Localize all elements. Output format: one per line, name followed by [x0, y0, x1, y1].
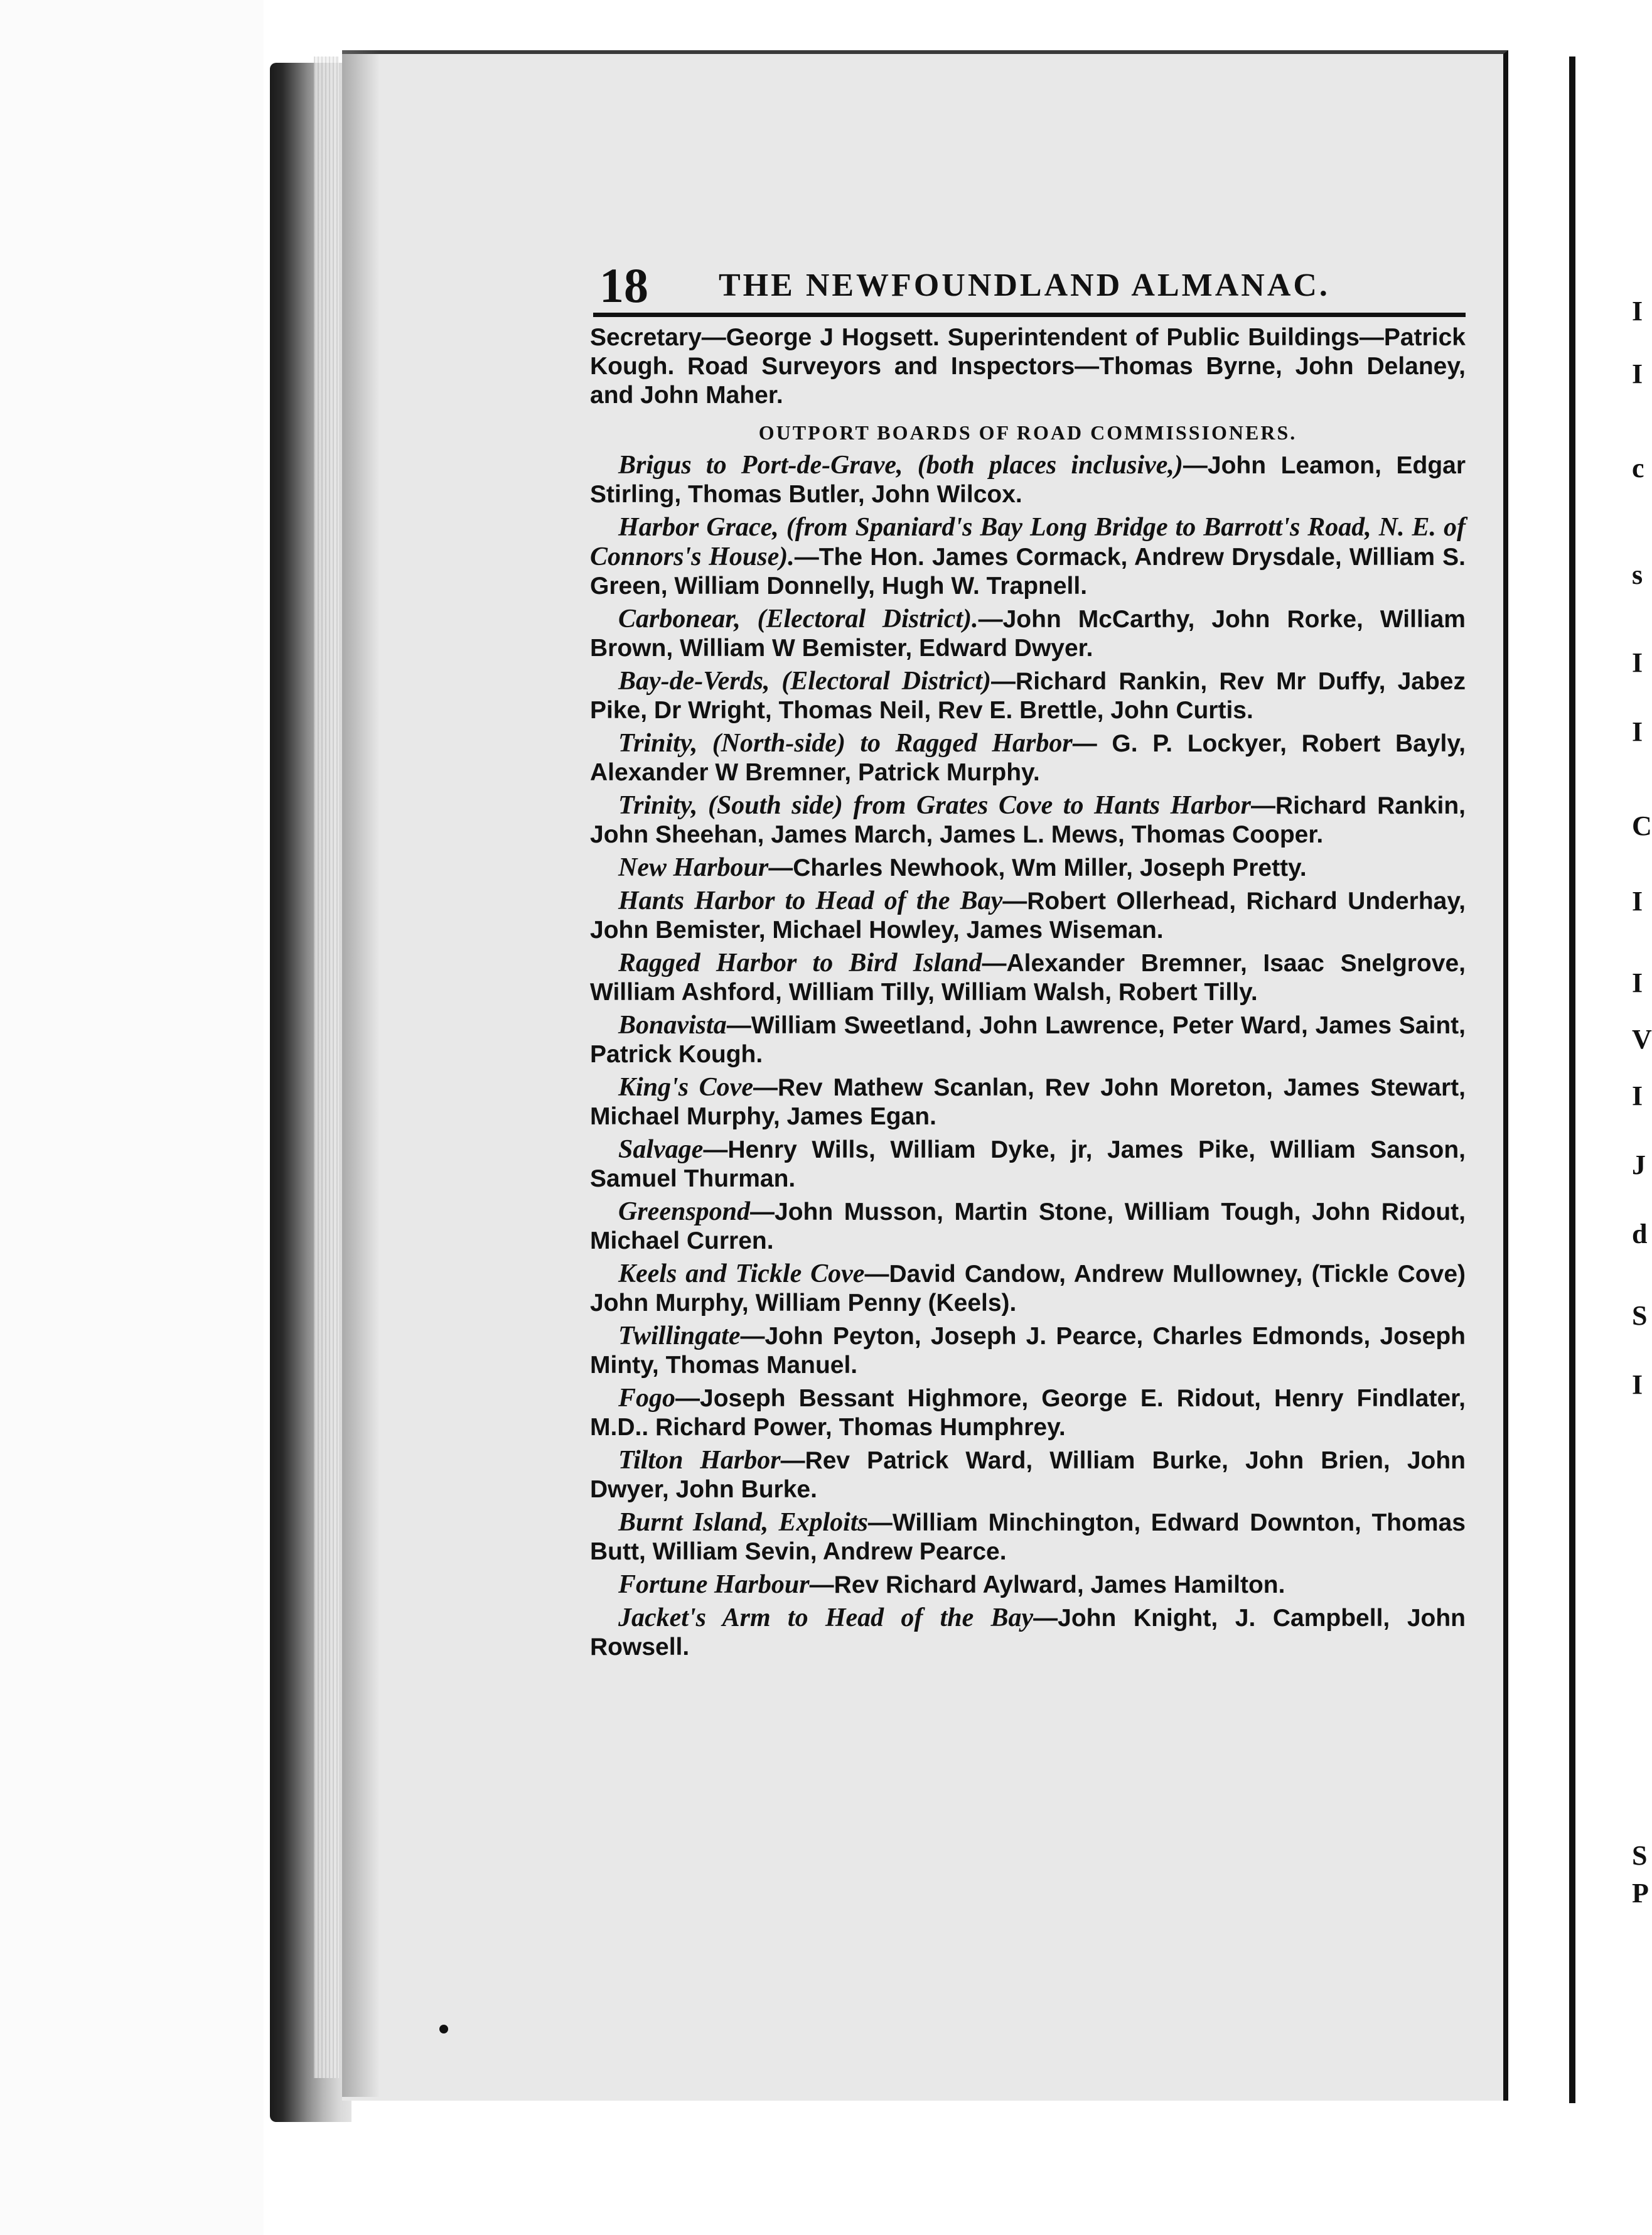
commissioner-entry [590, 1570, 1466, 1600]
facing-page-letter: I [1632, 716, 1643, 747]
commissioner-entry [590, 451, 1466, 509]
commissioner-entry [590, 1384, 1466, 1442]
entry-place: Trinity, (North-side) to Ragged Harbor [618, 729, 1073, 758]
commissioner-entry [590, 1135, 1466, 1193]
entry-members: —Rev Richard Aylward, James Hamilton. [809, 1571, 1285, 1598]
commissioner-entry [590, 729, 1466, 787]
entry-place: Trinity, (South side) from Grates Cove to Hants Harbor [618, 791, 1252, 820]
scanner-margin [0, 0, 264, 2235]
facing-page-letter: P [1632, 1878, 1649, 1909]
commissioner-entry [590, 667, 1466, 725]
commissioner-entry [590, 1446, 1466, 1504]
entry-members: —Joseph Bessant Highmore, George E. Ridout, Henry Findlater, M.D.. Richard Power, Thomas Humphrey. [590, 1385, 1466, 1441]
facing-page-letter: I [1632, 358, 1643, 389]
facing-page-letter: V [1632, 1024, 1652, 1055]
facing-page-letter: I [1632, 967, 1643, 998]
commissioner-entry [590, 949, 1466, 1007]
commissioner-entry [590, 853, 1466, 883]
entry-members: —John Peyton, Joseph J. Pearce, Charles Edmonds, Joseph Minty, Thomas Manuel. [590, 1323, 1466, 1379]
commissioner-entry [590, 1322, 1466, 1380]
facing-page-letter: d [1632, 1219, 1648, 1249]
facing-page-letter: I [1632, 886, 1643, 917]
facing-page-letter: S [1632, 1300, 1648, 1331]
page-number: 18 [599, 258, 648, 313]
facing-page-letter: J [1632, 1150, 1646, 1180]
entry-place: Tilton Harbor [618, 1446, 781, 1475]
entry-members: —Robert Ollerhead, Richard Underhay, John Bemister, Michael Howley, James Wiseman. [590, 888, 1466, 944]
section-heading: OUTPORT BOARDS OF ROAD COMMISSIONERS. [758, 421, 1297, 444]
facing-page-letter: s [1632, 559, 1643, 590]
entry-members: —Henry Wills, William Dyke, jr, James Pike, William Sanson, Samuel Thurman. [590, 1136, 1466, 1192]
entry-members: —Richard Rankin, Rev Mr Duffy, Jabez Pike, Dr Wright, Thomas Neil, Rev E. Brettle, John Curtis. [590, 668, 1466, 724]
commissioner-entry [590, 886, 1466, 945]
entry-place: Bonavista [618, 1011, 727, 1040]
entry-members: —Charles Newhook, Wm Miller, Joseph Pretty. [768, 854, 1307, 881]
entry-members: —Richard Rankin, John Sheehan, James March, James L. Mews, Thomas Cooper. [590, 792, 1466, 848]
entry-members: —David Candow, Andrew Mullowney, (Tickle Cove) John Murphy, William Penny (Keels). [590, 1261, 1466, 1317]
facing-page-letter: I [1632, 296, 1643, 326]
entry-members: —John Knight, J. Campbell, John Rowsell. [590, 1605, 1466, 1661]
facing-page-letter: I [1632, 1369, 1643, 1400]
entry-members: —Rev Patrick Ward, William Burke, John Brien, John Dwyer, John Burke. [590, 1447, 1466, 1503]
entry-place: Salvage [618, 1135, 704, 1164]
commissioner-entry [590, 513, 1466, 601]
entry-members: —Rev Mathew Scanlan, Rev John Moreton, James Stewart, Michael Murphy, James Egan. [590, 1074, 1466, 1130]
commissioner-entry [590, 1508, 1466, 1566]
facing-page-letter: S [1632, 1840, 1648, 1871]
commissioner-entry [590, 1073, 1466, 1131]
entry-place: Fortune Harbour [618, 1570, 810, 1599]
facing-page-letter: I [1632, 1080, 1643, 1111]
commissioner-entry [590, 791, 1466, 849]
commissioner-entries [590, 451, 1466, 1662]
commissioner-entry [590, 1011, 1466, 1069]
entry-members: —The Hon. James Cormack, Andrew Drysdale, William S. Green, William Donnelly, Hugh W. Trapnell. [590, 544, 1466, 600]
commissioner-entry [590, 605, 1466, 663]
entry-place: New Harbour [618, 853, 769, 882]
entry-place: Burnt Island, Exploits [618, 1508, 868, 1537]
entry-place: Ragged Harbor to Bird Island [618, 949, 982, 977]
entry-place: Bay-de-Verds, (Electoral District) [618, 667, 992, 696]
page-edges [314, 57, 339, 2078]
entry-members: —William Sweetland, John Lawrence, Peter Ward, James Saint, Patrick Kough. [590, 1012, 1466, 1068]
entry-members: —John McCarthy, John Rorke, William Brown, William W Bemister, Edward Dwyer. [590, 606, 1466, 662]
entry-place: Greenspond [618, 1197, 751, 1226]
entry-place: Hants Harbor to Head of the Bay [618, 886, 1003, 915]
entry-place: Jacket's Arm to Head of the Bay [618, 1603, 1034, 1632]
entry-members: —Alexander Bremner, Isaac Snelgrove, William Ashford, William Tilly, William Walsh, Robert Tilly. [590, 950, 1466, 1006]
facing-page-letter: C [1632, 811, 1652, 841]
entry-place: Harbor Grace, (from Spaniard's Bay Long Bridge to Barrott's Road, N. E. of Connors's House). [590, 513, 1466, 571]
page-body [590, 323, 1466, 1666]
page-gutter-shadow [342, 50, 380, 2097]
facing-page-letter: c [1632, 453, 1644, 483]
entry-place: Carbonear, (Electoral District). [618, 605, 979, 633]
entry-members: —John Musson, Martin Stone, William Tough, John Ridout, Michael Curren. [590, 1198, 1466, 1254]
entry-members: —John Leamon, Edgar Stirling, Thomas Butler, John Wilcox. [590, 452, 1466, 508]
commissioner-entry [590, 1603, 1466, 1662]
facing-page-letter: I [1632, 647, 1643, 678]
header-rule [593, 313, 1466, 317]
opening-paragraph: Secretary—George J Hogsett. Superintendent of Public Buildings—Patrick Kough. Road Surveyors and Inspectors—Thomas Byrne, John Delaney, and John Maher. [590, 324, 1466, 409]
entry-members: — G. P. Lockyer, Robert Bayly, Alexander W Bremner, Patrick Murphy. [590, 730, 1466, 786]
entry-place: Fogo [618, 1384, 676, 1413]
book-spine [270, 63, 351, 2122]
entry-place: Keels and Tickle Cove [618, 1259, 865, 1288]
commissioner-entry [590, 1197, 1466, 1256]
entry-place: King's Cove [618, 1073, 753, 1102]
ink-speck [439, 2025, 448, 2033]
entry-place: Twillingate [618, 1322, 741, 1350]
entry-members: —William Minchington, Edward Downton, Thomas Butt, William Sevin, Andrew Pearce. [590, 1509, 1466, 1565]
commissioner-entry [590, 1259, 1466, 1318]
running-title: THE NEWFOUNDLAND ALMANAC. [719, 267, 1330, 303]
entry-place: Brigus to Port-de-Grave, (both places inclusive,) [618, 451, 1183, 480]
